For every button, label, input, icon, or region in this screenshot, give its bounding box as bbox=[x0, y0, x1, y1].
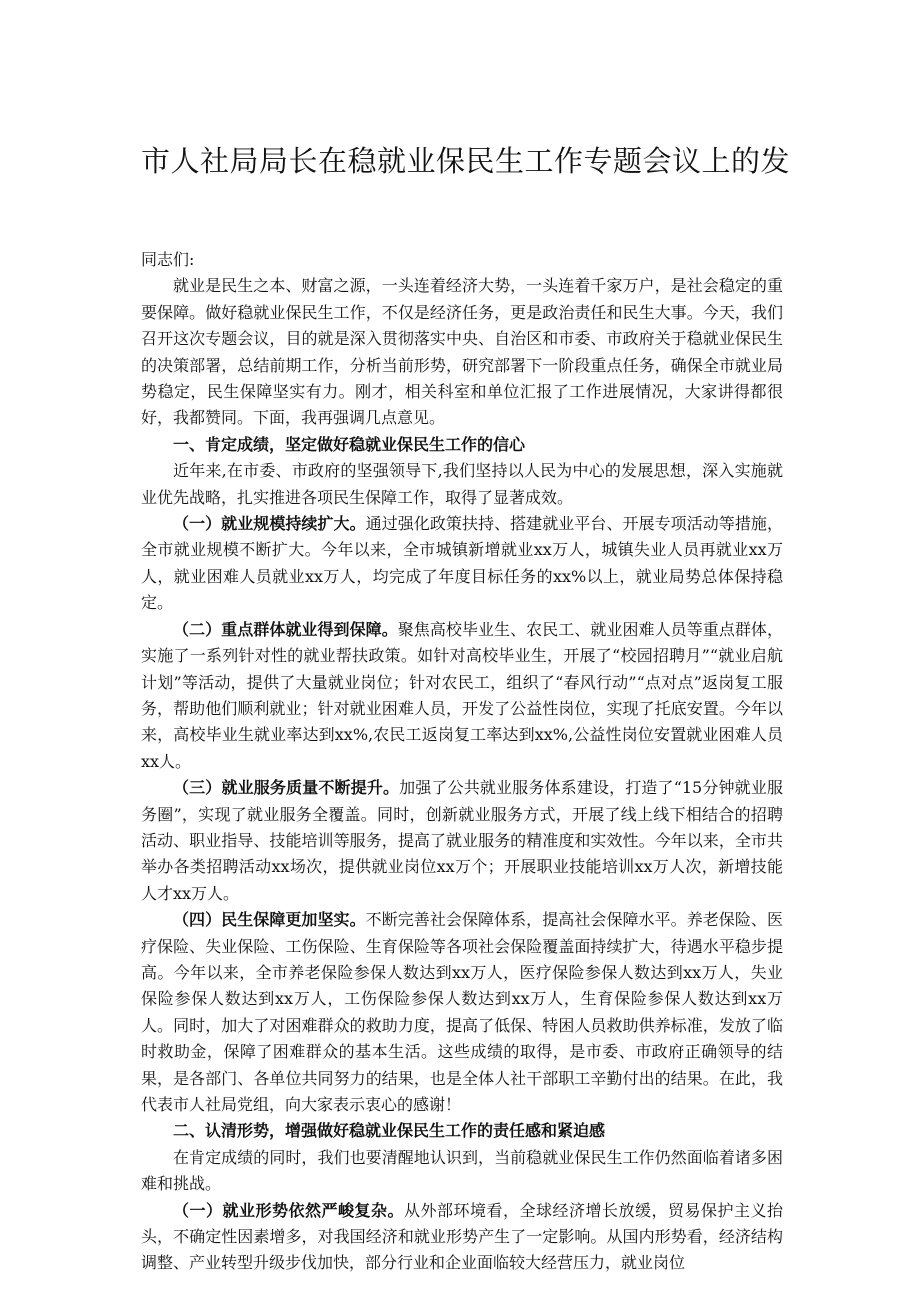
section-1-heading: 一、肯定成绩，坚定做好稳就业保民生工作的信心 bbox=[173, 434, 526, 454]
document-title: 市人社局局长在稳就业保民生工作专题会议上的发 bbox=[141, 144, 791, 178]
section-1-item-1-lead: （一）就业规模持续扩大。 bbox=[173, 514, 366, 534]
section-1-item-3-lead: （三）就业服务质量不断提升。 bbox=[173, 778, 400, 798]
section-1-intro: 近年来,在市委、市政府的坚强领导下,我们坚持以人民为中心的发展思想，深入实施就业优先战略，扎实推进各项民生保障工作，取得了显著成效。 bbox=[141, 461, 783, 507]
section-1-item-3-text: 加强了公共就业服务体系建设，打造了“15分钟就业服务圈”，实现了就业服务全覆盖。同时，创新就业服务方式，开展了线上线下相结合的招聘活动、职业指导、技能培训等服务，提高了就业服务的精准度和实效性。今年以来，全市共举办各类招聘活动xx场次，提供就业岗位xx万个；开展职业技能培训xx万人次，新增技能人才xx万人。 bbox=[141, 778, 783, 903]
section-1-item-2 bbox=[141, 617, 783, 775]
section-1-item-3 bbox=[141, 775, 783, 907]
section-1-item-1 bbox=[141, 511, 783, 617]
section-2-heading: 二、认清形势，增强做好稳就业保民生工作的责任感和紧迫感 bbox=[173, 1121, 606, 1141]
section-1-item-2-lead: （二）重点群体就业得到保障。 bbox=[173, 619, 398, 639]
intro-paragraph: 就业是民生之本、财富之源，一头连着经济大势，一头连着千家万户，是社会稳定的重要保障。做好稳就业保民生工作，不仅是经济任务，更是政治责任和民生大事。今天，我们召开这次专题会议，目的就是深入贯彻落实中央、自治区和市委、市政府关于稳就业保民生的决策部署，总结前期工作，分析当前形势，研究部署下一阶段重点任务，确保全市就业局势稳定，民生保障坚实有力。刚才，相关科室和单位汇报了工作进展情况，大家讲得都很好，我都赞同。下面，我再强调几点意见。 bbox=[141, 276, 783, 428]
section-1-item-4 bbox=[141, 907, 783, 1118]
section-2-item-1-text: 从外部环境看，全球经济增长放缓，贸易保护主义抬头，不确定性因素增多，对我国经济和就业形势产生了一定影响。从国内形势看，经济结构调整、产业转型升级步伐加快，部分行业和企业面临较大经营压力，就业岗位 bbox=[141, 1200, 783, 1273]
section-1-item-4-text: 不断完善社会保障体系，提高社会保障水平。养老保险、医疗保险、失业保险、工伤保险、生育保险等各项社会保险覆盖面持续扩大，待遇水平稳步提高。今年以来，全市养老保险参保人数达到xx万人，医疗保险参保人数达到xx万人，失业保险参保人数达到xx万人，工伤保险参保人数达到xx万人，生育保险参保人数达到xx万人。同时，加大了对困难群众的救助力度，提高了低保、特困人员救助供养标准，发放了临时救助金，保障了困难群众的基本生活。这些成绩的取得，是市委、市政府正确领导的结果，是各部门、各单位共同努力的结果，也是全体人社干部职工辛勤付出的结果。在此，我代表市人社局党组，向大家表示衷心的感谢！ bbox=[141, 910, 783, 1114]
section-1-item-2-text: 聚焦高校毕业生、农民工、就业困难人员等重点群体，实施了一系列针对性的就业帮扶政策。如针对高校毕业生，开展了“校园招聘月”“就业启航计划”等活动，提供了大量就业岗位；针对农民工，组织了“春风行动”“点对点”返岗复工服务，帮助他们顺利就业；针对就业困难人员，开发了公益性岗位，实现了托底安置。今年以来，高校毕业生就业率达到xx%,农民工返岗复工率达到xx%,公益性岗位安置就业困难人员xx人。 bbox=[141, 619, 783, 771]
salutation: 同志们: bbox=[141, 250, 195, 269]
section-2-item-1 bbox=[141, 1198, 783, 1277]
section-1-item-4-lead: （四）民生保障更加坚实。 bbox=[173, 910, 366, 930]
section-1-item-1-text: 通过强化政策扶持、搭建就业平台、开展专项活动等措施，全市就业规模不断扩大。今年以来，全市城镇新增就业xx万人，城镇失业人员再就业xx万人，就业困难人员就业xx万人，均完成了年度目标任务的xx%以上，就业局势总体保持稳定。 bbox=[141, 514, 783, 613]
section-2-intro: 在肯定成绩的同时，我们也要清醒地认识到，当前稳就业保民生工作仍然面临着诸多困难和挑战。 bbox=[141, 1147, 783, 1194]
section-2-item-1-lead: （一）就业形势依然严峻复杂。 bbox=[173, 1200, 404, 1220]
document-body bbox=[141, 247, 783, 1277]
